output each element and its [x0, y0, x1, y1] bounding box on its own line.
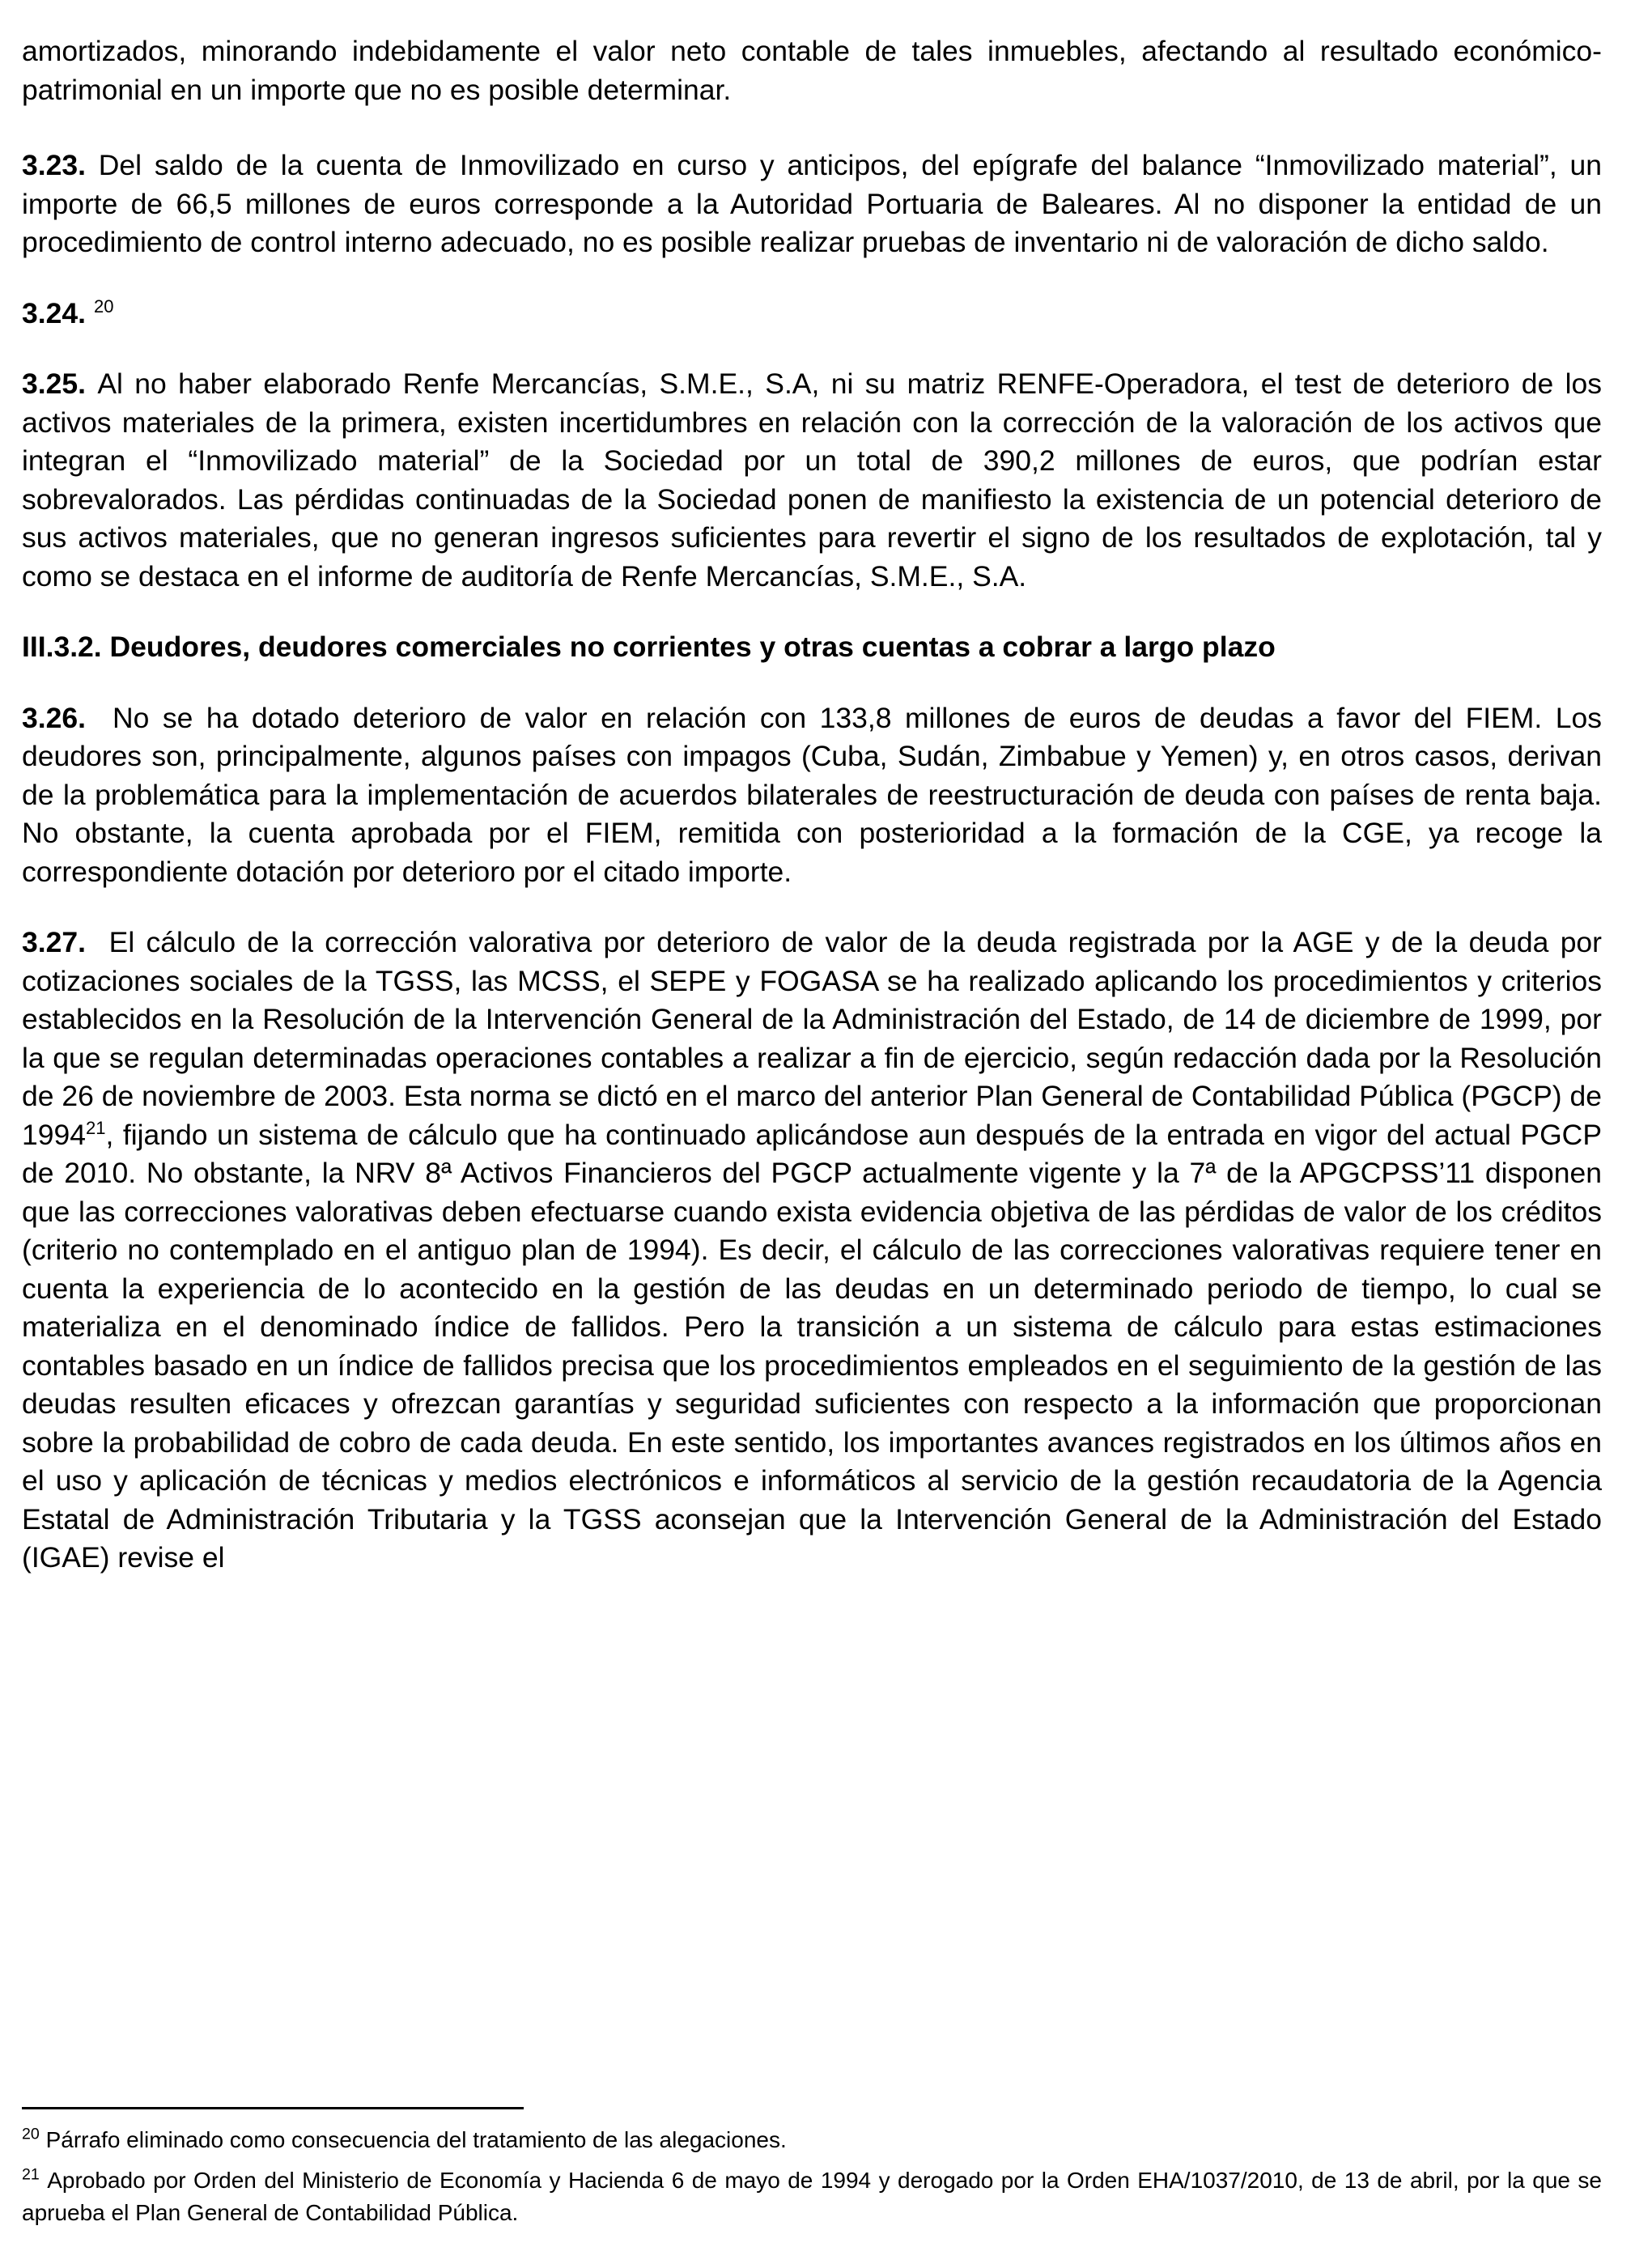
paragraph-3-23-number: 3.23. — [22, 149, 86, 181]
footnote-ref-21[interactable]: 21 — [85, 1117, 106, 1138]
paragraph-continuation — [22, 32, 1602, 109]
paragraph-continuation-text: amortizados, minorando indebidamente el valor neto contable de tales inmuebles, afectando al resultado económico-patrimonial en un importe que no es posible determinar. — [22, 35, 1602, 106]
footnotes-section — [22, 2107, 1602, 2247]
paragraph-3-23 — [22, 147, 1602, 262]
paragraph-3-25-text: Al no haber elaborado Renfe Mercancías, S.M.E., S.A, ni su matriz RENFE-Operadora, el test de deterioro de los activos materiales de la primera, existen incertidumbres en relación con la corrección de la valoración de los activos que integran el “Inmovilizado material” de la Sociedad por un total de 390,2 millones de euros, que podrían estar sobrevalorados. Las pérdidas continuadas de la Sociedad ponen de manifiesto la existencia de un potencial deterioro de sus activos materiales, que no generan ingresos suficientes para revertir el signo de los resultados de explotación, tal y como se destaca en el informe de auditoría de Renfe Mercancías, S.M.E., S.A. — [22, 367, 1602, 593]
paragraph-3-27-text-part-1: El cálculo de la corrección valorativa por deterioro de valor de la deuda registrada por la AGE y de la deuda por cotizaciones sociales de la TGSS, las MCSS, el SEPE y FOGASA se ha realizado aplicando los procedimientos y criterios establecidos en la Resolución de la Intervención General de la Administración del Estado, de 14 de diciembre de 1999, por la que se regulan determinadas operaciones contables a realizar a fin de ejercicio, según redacción dada por la Resolución de 26 de noviembre de 2003. Esta norma se dictó en el marco del anterior Plan General de Contabilidad Pública (PGCP) de 1994 — [22, 926, 1602, 1151]
footnote-ref-20[interactable]: 20 — [93, 295, 114, 316]
paragraph-3-27-number: 3.27. — [22, 926, 86, 958]
footnote-21-marker: 21 — [22, 2165, 40, 2184]
footnote-21-text: Aprobado por Orden del Ministerio de Economía y Hacienda 6 de mayo de 1994 y derogado por la Orden EHA/1037/2010, de 13 de abril, por la que se aprueba el Plan General de Contabilidad Pública. — [22, 2168, 1602, 2225]
paragraph-3-27-text-part-2: , fijando un sistema de cálculo que ha continuado aplicándose aun después de la entrada en vigor del actual PGCP de 2010. No obstante, la NRV 8ª Activos Financieros del PGCP actualmente vigente y la 7ª de la APGCPSS’11 disponen que las correcciones valorativas deben efectuarse cuando exista evidencia objetiva de las pérdidas de valor de los créditos (criterio no contemplado en el antiguo plan de 1994). Es decir, el cálculo de las correcciones valorativas requiere tener en cuenta la experiencia de lo acontecido en la gestión de las deudas en un determinado periodo de tiempo, lo cual se materializa en el denominado índice de fallidos. Pero la transición a un sistema de cálculo para estas estimaciones contables basado en un índice de fallidos precisa que los procedimientos empleados en el seguimiento de la gestión de las deudas resulten eficaces y ofrezcan garantías y seguridad suficientes con respecto a la información que proporcionan sobre la probabilidad de cobro de cada deuda. En este sentido, los importantes avances registrados en los últimos años en el uso y aplicación de técnicas y medios electrónicos e informáticos al servicio de la gestión recaudatoria de la Agencia Estatal de Administración Tributaria y la TGSS aconsejan que la Intervención General de la Administración del Estado (IGAE) revise el — [22, 1118, 1602, 1574]
footnote-20 — [22, 2124, 1602, 2156]
section-heading-iii-3-2: III.3.2. Deudores, deudores comerciales no corrientes y otras cuentas a cobrar a largo plazo — [22, 631, 1276, 663]
paragraph-3-23-text: Del saldo de la cuenta de Inmovilizado en curso y anticipos, del epígrafe del balance “Inmovilizado material”, un importe de 66,5 millones de euros corresponde a la Autoridad Portuaria de Baleares. Al no disponer la entidad de un procedimiento de control interno adecuado, no es posible realizar pruebas de inventario ni de valoración de dicho saldo. — [22, 149, 1602, 258]
footnote-20-text: Párrafo eliminado como consecuencia del tratamiento de las alegaciones. — [45, 2127, 787, 2152]
paragraph-3-25-number: 3.25. — [22, 367, 86, 400]
footnote-21 — [22, 2164, 1602, 2229]
footnote-separator-rule — [22, 2107, 524, 2109]
paragraph-3-26-number: 3.26. — [22, 701, 86, 734]
paragraph-3-24-number: 3.24. — [22, 296, 86, 329]
paragraph-3-26-text: No se ha dotado deterioro de valor en relación con 133,8 millones de euros de deudas a favor del FIEM. Los deudores son, principalmente, algunos países con impagos (Cuba, Sudán, Zimbabue y Yemen) y, en otros casos, derivan de la problemática para la implementación de acuerdos bilaterales de reestructuración de deuda con países de renta baja. No obstante, la cuenta aprobada por el FIEM, remitida con posterioridad a la formación de la CGE, ya recoge la correspondiente dotación por deterioro por el citado importe. — [22, 701, 1602, 888]
footnote-20-marker: 20 — [22, 2125, 40, 2143]
paragraph-3-27 — [22, 924, 1602, 1578]
paragraph-3-26 — [22, 699, 1602, 892]
paragraph-3-25 — [22, 365, 1602, 596]
paragraph-3-24 — [22, 295, 1602, 333]
